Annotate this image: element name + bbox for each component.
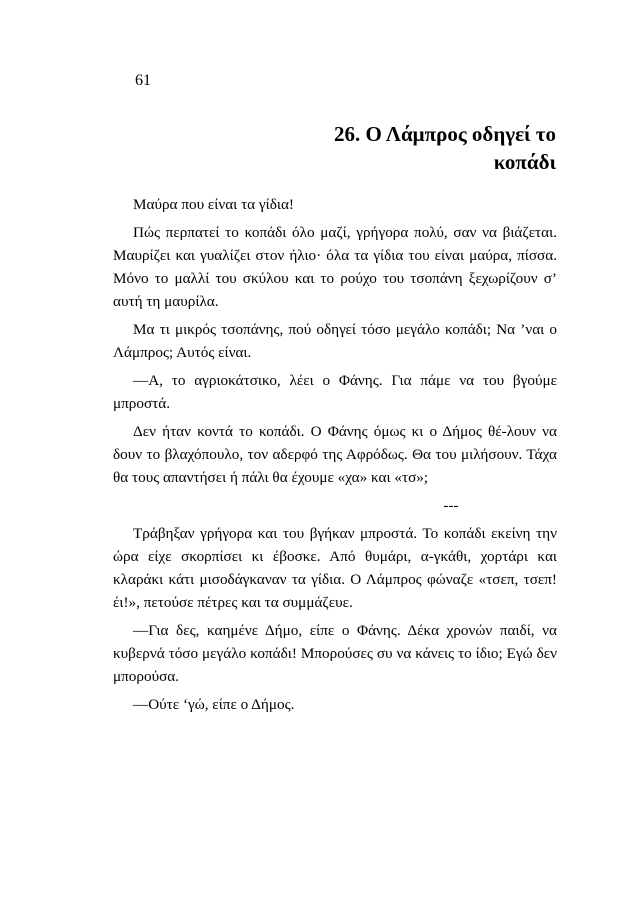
paragraph: Τράβηξαν γρήγορα και του βγήκαν μπροστά. Το κοπάδι εκείνη την ώρα είχε σκορπίσει κι έβοσκε. Από θυμάρι, α-γκάθι, χορτάρι και κλαράκι κάτι μισοδάγκαναν τα γίδια. Ο Λάμπρος φώναζε «τσεπ, τσεπ! έι!», πετούσε πέτρες και τα συμμάζευε.	[113, 525, 557, 611]
paragraph: Μαύρα που είναι τα γίδια!	[133, 196, 294, 213]
chapter-title	[236, 120, 556, 176]
chapter-title-line-2: κοπάδι	[493, 150, 556, 174]
paragraph: —Για δες, καημένε Δήμο, είπε ο Φάνης. Δέκα χρονών παιδί, να κυβερνά τόσο μεγάλο κοπάδι! Μπορούσες συ να κάνεις το ίδιο; Εγώ δεν μπορούσα.	[113, 622, 557, 685]
section-separator	[113, 494, 557, 517]
separator-text: ---	[443, 497, 459, 514]
paragraph: Πώς περπατεί το κοπάδι όλο μαζί, γρήγορα πολύ, σαν να βιάζεται. Μαυρίζει και γυαλίζει στον ήλιο· όλα τα γίδια του είναι μαύρα, πίσσα. Μόνο το μαλλί του σκύλου και το ρούχο του τσοπάνη ξεχωρίζουν σ’ αυτή τη μαυρίλα.	[113, 224, 557, 310]
paragraph: Δεν ήταν κοντά το κοπάδι. Ο Φάνης όμως κι ο Δήμος θέ-λουν να δουν το βλαχόπουλο, τον αδερφό της Αφρόδως. Θα του μιλήσουν. Τάχα θα τους απαντήσει ή πάλι θα έχουμε «χα» και «τσ»;	[113, 423, 557, 486]
chapter-body	[113, 193, 557, 721]
paragraph: —Α, το αγριοκάτσικο, λέει ο Φάνης. Για πάμε να του βγούμε μπροστά.	[113, 372, 557, 412]
chapter-title-line-1: 26. Ο Λάμπρος οδηγεί το	[333, 122, 556, 146]
paragraph: Μα τι μικρός τσοπάνης, πού οδηγεί τόσο μεγάλο κοπάδι; Να ’ναι ο Λάμπρος; Αυτός είναι.	[113, 321, 557, 361]
page-number: 61	[135, 72, 151, 89]
paragraph: —Ούτε ‘γώ, είπε ο Δήμος.	[133, 696, 295, 713]
